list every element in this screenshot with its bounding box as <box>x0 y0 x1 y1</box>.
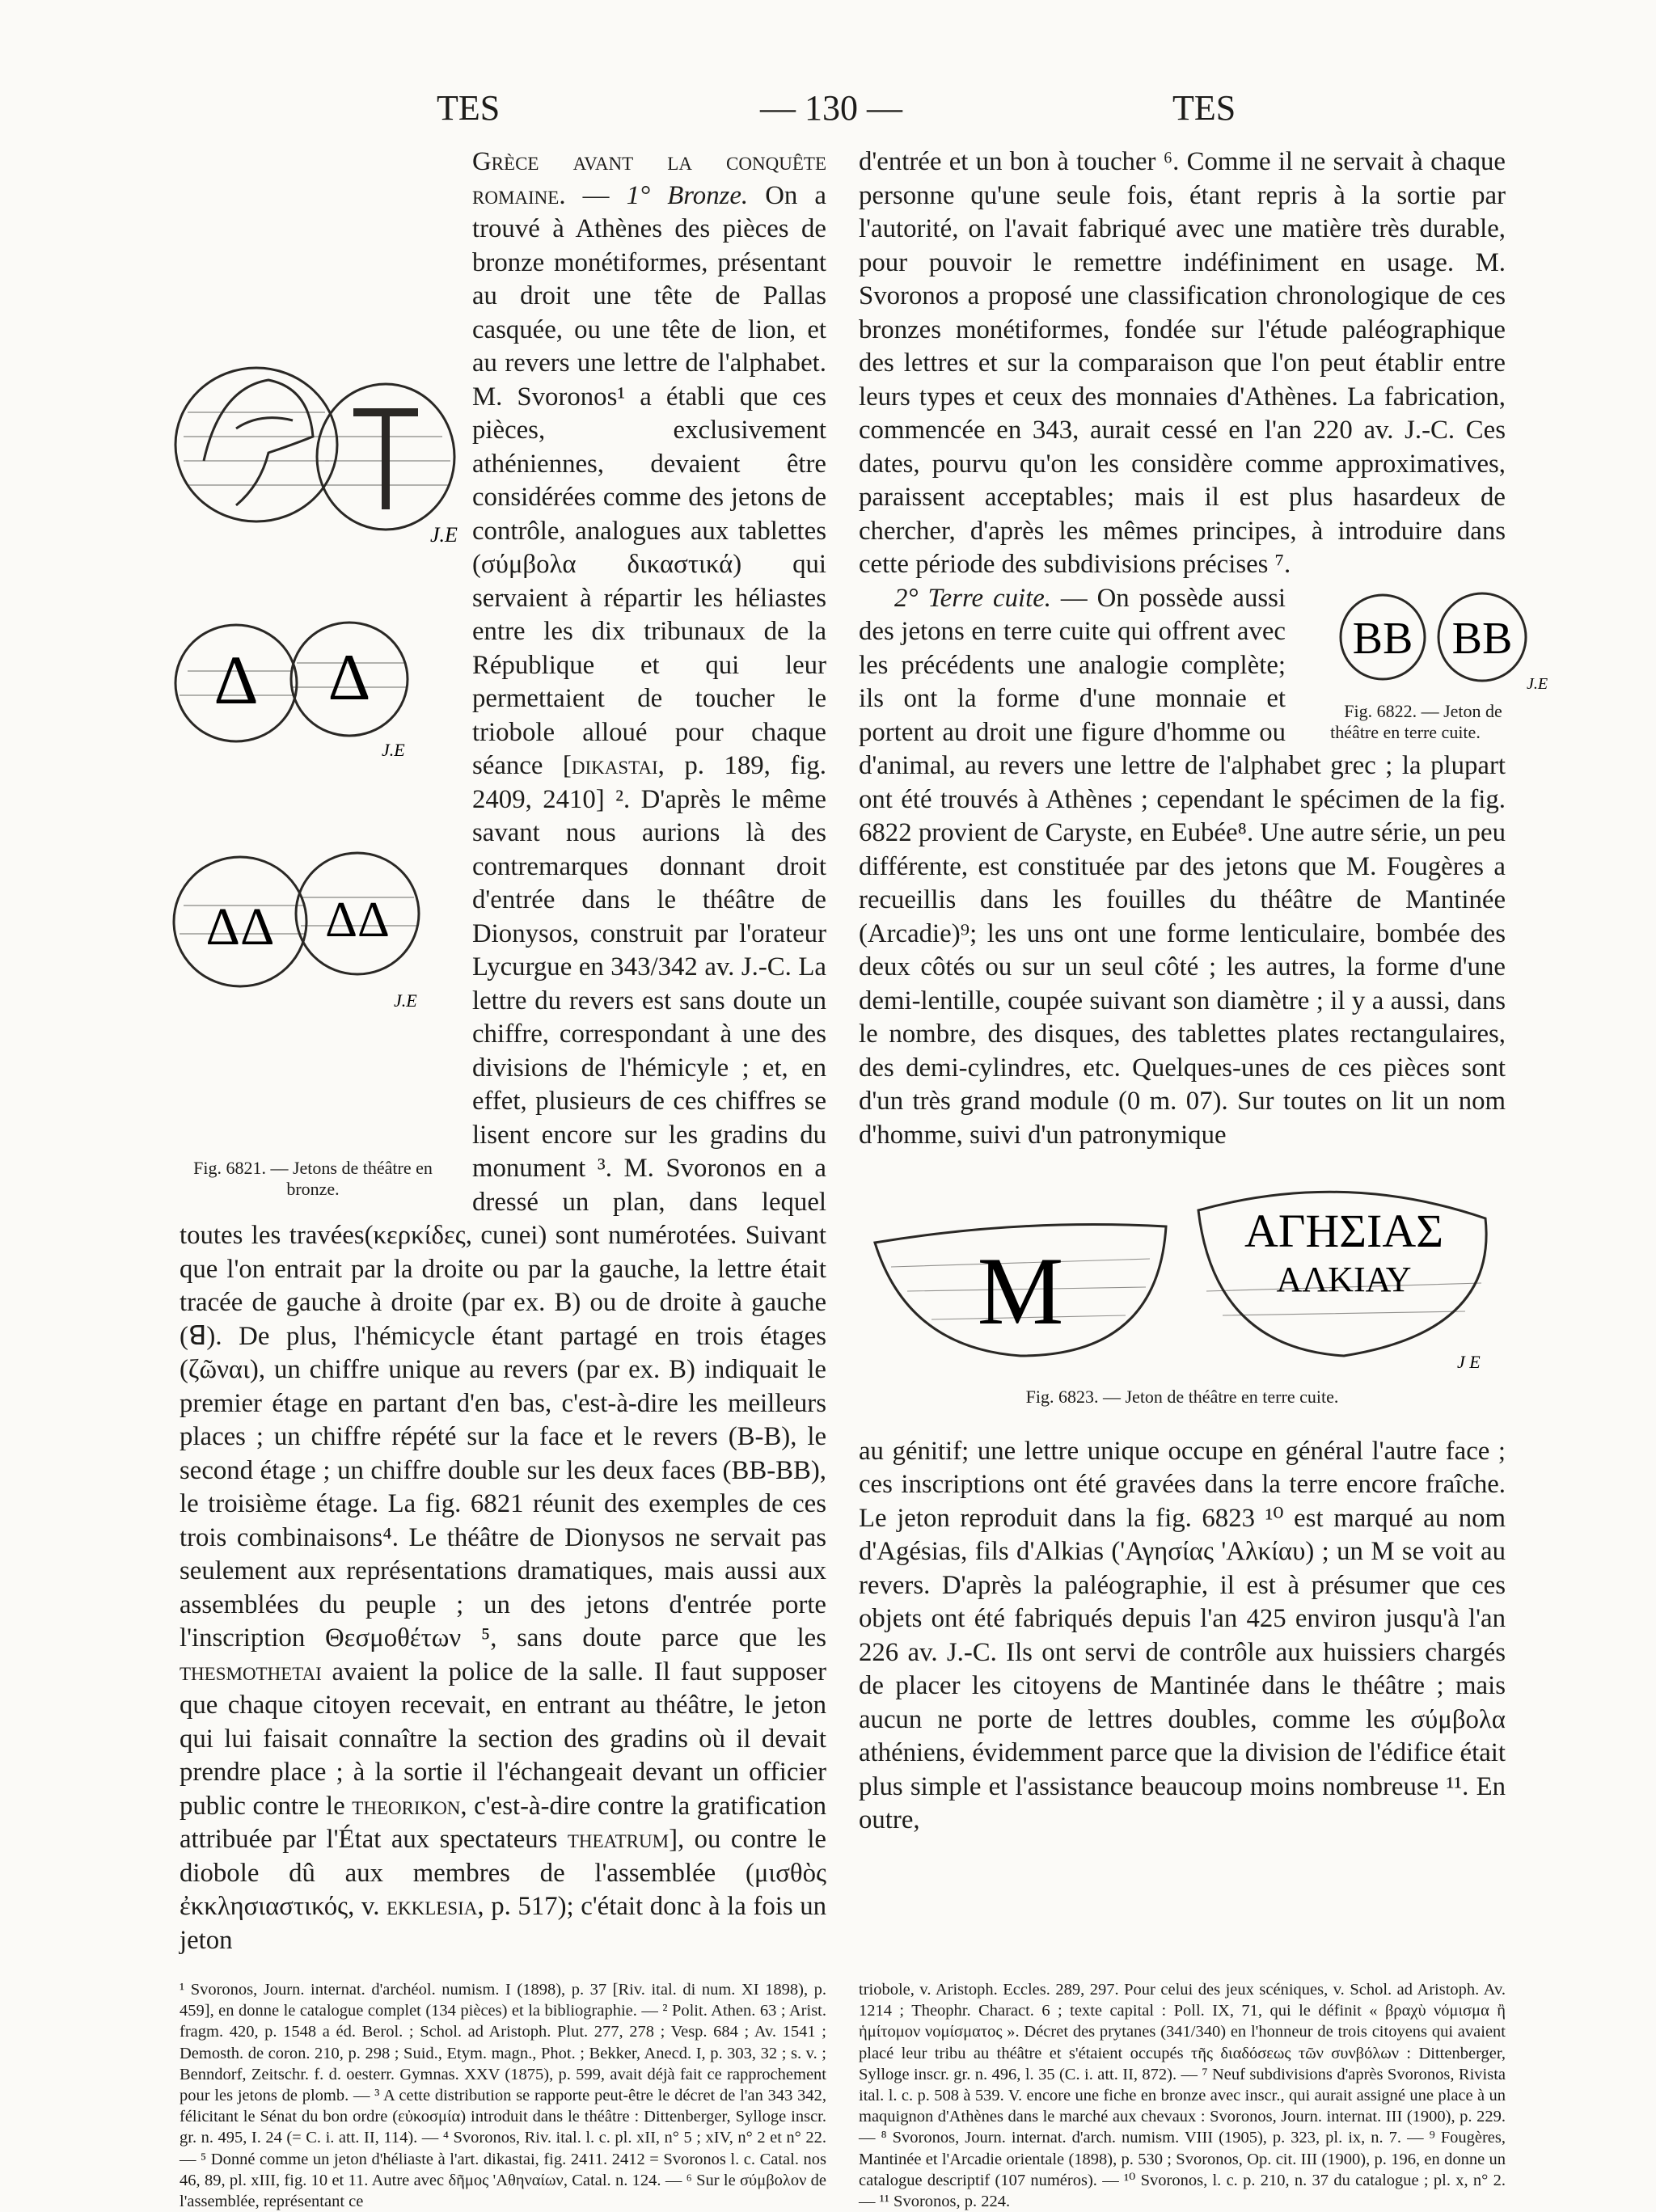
figure-6823-caption: Fig. 6823. — Jeton de théâtre en terre cuite. <box>1025 1387 1339 1407</box>
cross-ref-link[interactable]: theatrum <box>567 1825 670 1854</box>
inscription-line-2: ΑΛΚΙΑΥ <box>1276 1260 1412 1299</box>
text-run: On a trouvé à Athènes des pièces de bronze monétiformes, présentant au droit une tête de Pallas casquée, ou une tête de lion, et au revers une lettre de l'alphabet. M. Svoronos¹ a établi que ces pièces, exclusivement athéniennes, devaient être considérées comme des jetons de contrôle, analogues aux tablettes (σύμβολα δικαστικά) qui servaient à répartir les héliastes entre les dix tribunaux de la République et qui leur permettaient de toucher le triobole alloué pour chaque séance [ <box>472 180 826 780</box>
coin-letter-4: ΔΔ <box>325 893 390 948</box>
text-run: , p. 189, fig. 2409, 2410] ². D'après le même savant nous aurions là des contremarques donnant droit d'entrée dans le théâtre de Dionysos, construit par l'orateur Lycurgue en 343/342 av. J.-C. La lettre du revers est sans doute un chiffre, correspondant à une des divisions de l'hémicyle ; et, en effet, plusieurs de ces chiffres se lisent encore sur les gradins du monument ³. M. Svoronos en a dressé un plan, dans lequel toutes les travées(κερκίδες, cunei) sont numérotées. Suivant que l'on entrait par la droite ou par la gauche, la lettre était tracée de gauche à droite (par ex. B) ou de droite à gauche (ꓭ). De plus, l'hémicycle étant partagé en trois étages (ζῶναι), un chiffre unique au revers (par ex. B) indiquait le premier étage en partant d'en bas, c'est-à-dire les meilleurs places ; un chiffre répété sur la face et le revers (B-B), le second étage ; un chiffre double sur les deux faces (BB-BB), le troisième étage. La fig. 6821 réunit des exemples de ces trois combinaisons⁴. Le théâtre de Dionysos ne servait pas seulement aux représentations dramatiques, mais aussi aux assemblées du peuple ; un des jetons d'entrée porte l'inscription Θεσμοθέτων ⁵, sans doute parce que les <box>180 751 827 1653</box>
subheading-terre-cuite: 2° Terre cuite. <box>894 583 1051 613</box>
figure-6821 <box>171 331 458 1199</box>
reverse-letter: M <box>977 1237 1064 1345</box>
figure-6821-signature-1: J.E <box>430 523 458 547</box>
figure-6821-caption: Fig. 6821. — Jetons de théâtre en bronze. <box>193 1157 433 1199</box>
cross-ref-link[interactable]: ekklesia <box>386 1892 478 1921</box>
coin-letter-2: Δ <box>327 640 371 714</box>
running-header <box>0 87 1656 136</box>
figure-6821-signature-3: J.E <box>394 990 417 1011</box>
coin-letter-3: ΔΔ <box>205 897 275 956</box>
figure-6821-signature-2: J.E <box>382 740 405 760</box>
token-letters-2: BB <box>1451 613 1513 664</box>
coin-letter-1: Δ <box>213 641 259 719</box>
figure-6823-signature: J E <box>1457 1352 1481 1372</box>
left-column <box>180 146 826 1957</box>
inscription-line-1: ΑΓΗΣΙΑΣ <box>1244 1205 1444 1257</box>
section-heading: Grèce avant la conquête romaine. <box>472 147 826 210</box>
right-paragraph-1: d'entrée et un bon à toucher ⁶. Comme il ne servait à chaque personne qu'une seule fois, étant repris à la sortie par l'autorité, on l'avait fabriqué avec une matière très durable, pour pouvoir le remettre indéfiniment en usage. M. Svoronos a proposé une classification chronologique de ces bronzes monétiformes, fondée sur l'étude paléographique des lettres et sur la comparaison que l'on peut établir entre leurs types et ceux des monnaies d'Athènes. La fabrication, commencée en 343, aurait cessé en l'an 220 av. J.-C. Ces dates, pourvu qu'on les considère comme approximatives, paraissent acceptables; mais il est plus hasardeux de chercher, d'après les mêmes principes, à introduire dans cette période des subdivisions précises ⁷. <box>859 147 1506 579</box>
text-run: avaient la police de la salle. Il faut supposer que chaque citoyen recevait, en entrant au théâtre, le jeton qui lui faisait connaître la section des gradins où il devait prendre place ; à la sortie il l'échangeait devant un officier public contre le <box>180 1657 826 1821</box>
text-run: , c'est-à-dire contre la gratification attribuée par l'État aux spectateurs <box>180 1791 827 1854</box>
right-paragraph-2 <box>859 582 1548 1153</box>
footnotes-right: triobole, v. Aristoph. Eccles. 289, 297. Pour celui des jeux scéniques, v. Schol. ad Aristoph. Av. 1214 ; Theophr. Charact. 6 ; texte capital : Poll. IX, 71, qui le définit « βραχὺ νόμισμα ἢ ἡμίτομον νομίσματος ». Décret des prytanes (341/340) en l'honneur de trois citoyens qui avaient placé leur tribu au théâtre et s'étaient occupés τῆς διαδόσεως τῶν συνβόλων : Dittenberger, Sylloge inscr. gr. n. 496, l. 35 (C. i. att. II, 872). — ⁷ Neuf subdivisions d'après Svoronos, Rivista ital. l. c. p. 508 à 539. V. encore une fiche en bronze avec inscr., qui aurait assigné une place à un maquignon d'Athènes dans le marché aux chevaux : Svoronos, Journ. internat. III (1900), p. 229. — ⁸ Svoronos, Journ. internat. d'arch. numism. VIII (1905), p. 323, pl. ix, n. 7. — ⁹ Fougères, Mantinée et l'Arcadie orientale (1898), p. 530 ; Svoronos, Op. cit. III (1900), p. 196, en donne un catalogue descriptif (107 numéros). — ¹⁰ Svoronos, l. c. p. 210, n. 37 du catalogue ; pl. x, n° 2. — ¹¹ Svoronos, p. 224. <box>859 1981 1506 2211</box>
heading-separator: — <box>565 180 627 210</box>
right-column <box>859 146 1548 1838</box>
right-paragraph-3: au génitif; une lettre unique occupe en général l'autre face ; ces inscriptions ont été gravées dans la terre encore fraîche. Le jeton reproduit dans la fig. 6823 ¹⁰ est marqué au nom d'Agésias, fils d'Alkias ('Αγησίας 'Αλκίαυ) ; un M se voit au revers. D'après la paléographie, il est à présumer que ces objets ont été fabriqués depuis l'an 425 environ jusqu'à l'an 226 av. J.-C. Ils ont servi de contrôle aux huissiers chargés de placer les citoyens de Mantinée dans le théâtre ; mais aucun ne porte de lettres doubles, comme les σύμβολα athéniens, évidemment parce que la division de l'édifice était plus simple et l'assistance beaucoup moins nombreuse ¹¹. En outre, <box>859 1436 1506 1834</box>
token-letters-1: BB <box>1352 613 1413 664</box>
cross-ref-link[interactable]: thesmothetai <box>180 1657 322 1686</box>
cross-ref-link[interactable]: theorikon <box>352 1791 461 1821</box>
subheading-bronze: 1° Bronze. <box>626 180 749 210</box>
text-run: — On possède aussi des jetons en terre cuite qui offrent avec les précédents une analogie complète; ils ont la forme d'une monnaie et portent au droit une figure d'homme ou d'animal, au revers une lettre de l'alphabet grec ; la plupart ont été trouvés à Athènes ; cependant le spécimen de la fig. 6822 provient de Caryste, en Eubée⁸. Une autre série, un peu différente, est constituée par des jetons que M. Fougères a recueillis dans les fouilles du théâtre de Mantinée (Arcadie)⁹; les uns ont une forme lenticulaire, bombée des deux côtés ou sur un seul côté ; les autres, la forme d'une demi-lentille, coupée suivant son diamètre ; il y a aussi, dans le nombre, des disques, des tablettes plates rectangulaires, des demi-cylindres, etc. Quelques-unes de ces pièces sont d'un très grand module (0 m. 07). Sur toutes on lit un nom d'homme, suivi d'un patronymique <box>859 583 1506 1150</box>
figure-6823 <box>859 1170 1506 1380</box>
figure-6823-drawing <box>859 1170 1506 1380</box>
coin-obverse-pallas <box>175 368 337 521</box>
header-right: TES <box>1172 88 1236 128</box>
header-left: TES <box>437 88 501 128</box>
text-run: , p. 517); c'était donc à la fois un jeton <box>180 1892 826 1955</box>
figure-6822 <box>1297 587 1548 742</box>
figure-6822-signature: J.E <box>1527 674 1548 693</box>
figure-6822-caption: Fig. 6822. — Jeton de théâtre en terre cuite. <box>1330 701 1502 742</box>
figure-6821-drawing <box>171 331 458 1148</box>
footnotes-left: ¹ Svoronos, Journ. internat. d'archéol. numism. I (1898), p. 37 [Riv. ital. di num. XI 1898), p. 459], en donne le catalogue complet (134 pièces) et la bibliographie. — ² Polit. Athen. 63 ; Arist. fragm. 420, p. 1548 a éd. Berol. ; Schol. ad Aristoph. Plut. 277, 278 ; Vesp. 684 ; Av. 1541 ; Demosth. de coron. 210, p. 298 ; Suid., Etym. magn., Phot. ; Bekker, Anecd. I, p. 303, 32 ; s. v. ; Benndorf, Zeitschr. f. d. oesterr. Gymnas. XXV (1875), p. 599, avait déjà fait ce rapprochement pour les jetons de plomb. — ³ A cette distribution se rapporte peut-être le décret de l'an 343 342, félicitant le Sénat du bon ordre (εὐκοσμία) introduit dans le théâtre : Dittenberger, Sylloge inscr. gr. n. 495, I. 24 (= C. i. att. II, 114). — ⁴ Svoronos, Riv. ital. l. c. pl. xII, n° 5 ; xIV, n° 2 et n° 22. — ⁵ Donné comme un jeton d'héliaste à l'art. dikastai, fig. 2411. 2412 = Svoronos l. c. Catal. nos 46, 89, pl. xIII, fig. 10 et 11. Autre avec δῆμος 'Αθηναίων, Catal. n. 124. — ⁶ Sur le σύμβολον de l'assemblée, représentant ce <box>180 1981 826 2211</box>
cross-ref-link[interactable]: dikastai <box>571 751 658 780</box>
figure-6822-drawing <box>1333 587 1549 692</box>
page-number: — 130 — <box>760 88 902 128</box>
text-run: ], ou contre le diobole dû aux membres de l'assemblée (μισθὸς ἐκκλησιαστικός, v. <box>180 1825 826 1921</box>
